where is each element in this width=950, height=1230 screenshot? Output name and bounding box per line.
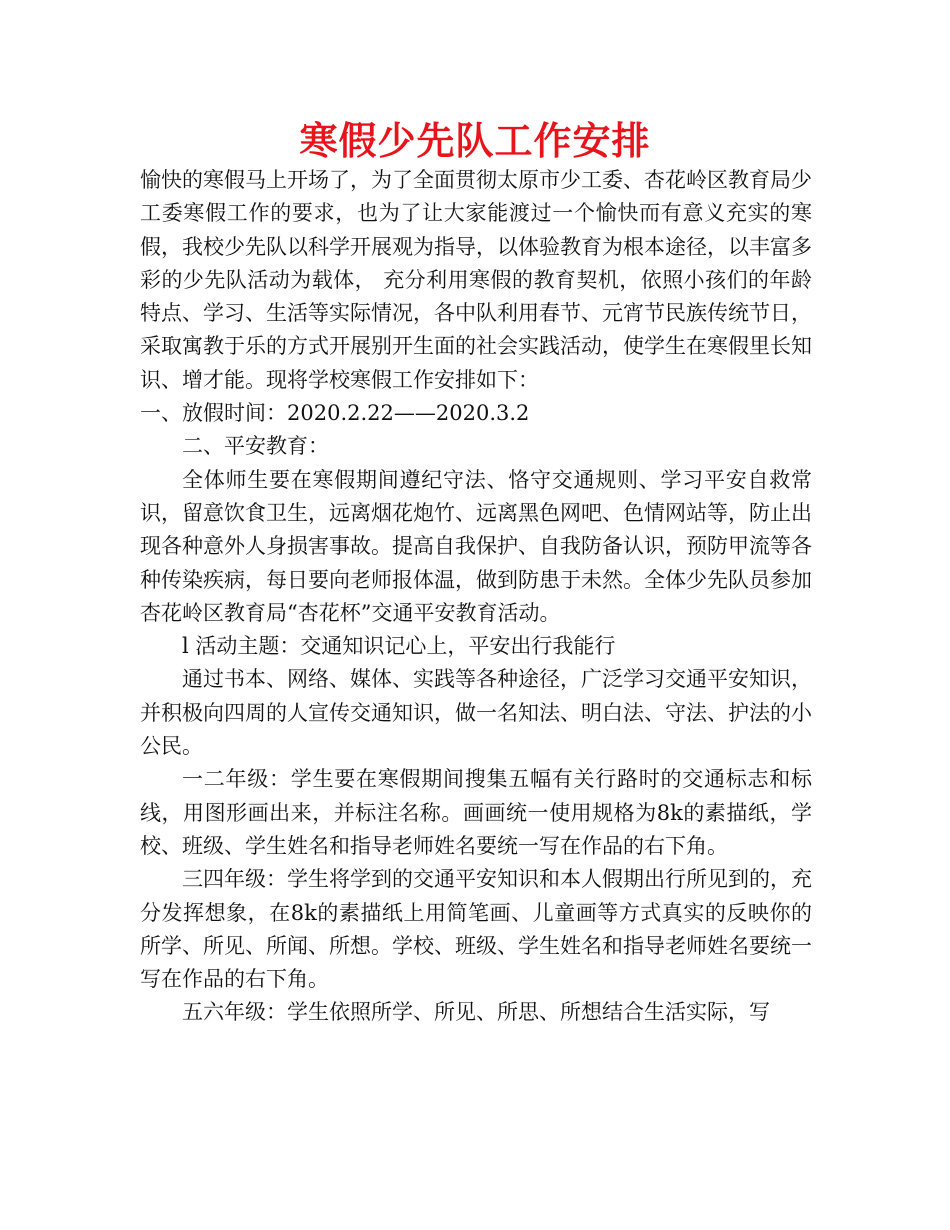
body-paragraph: 一、放假时间：2020.2.22——2020.3.2 [140,401,530,426]
body-paragraph: 通过书本、网络、媒体、实践等各种途径，广泛学习交通平安知识，并积极向四周的人宣传交通知识，做一名知法、明白法、守法、护法的小公民。 [140,667,812,759]
document-body [140,164,812,1030]
body-paragraph: 愉快的寒假马上开场了，为了全面贯彻太原市少工委、杏花岭区教育局少工委寒假工作的要求，也为了让大家能渡过一个愉快而有意义充实的寒假，我校少先队以科学开展观为指导，以体验教育为根本途径，以丰富多彩的少先队活动为载体， 充分利用寒假的教育契机，依照小孩们的年龄特点、学习、生活等实际情况，各中队利用春节、元宵节民族传统节日，采取寓教于乐的方式开展别开生面的社会实践活动，使学生在寒假里长知识、增才能。现将学校寒假工作安排如下： [140,168,812,392]
body-paragraph: 三四年级：学生将学到的交通平安知识和本人假期出行所见到的，充分发挥想象，在8k的素描纸上用简笔画、儿童画等方式真实的反映你的所学、所见、所闻、所想。学校、班级、学生姓名和指导老师姓名要统一写在作品的右下角。 [140,867,812,992]
body-paragraph: 全体师生要在寒假期间遵纪守法、恪守交通规则、学习平安自救常识，留意饮食卫生，远离烟花炮竹、远离黑色网吧、色情网站等，防止出现各种意外人身损害事故。提高自我保护、自我防备认识，预防甲流等各种传染疾病，每日要向老师报体温，做到防患于未然。全体少先队员参加杏花岭区教育局“杏花杯”交通平安教育活动。 [140,467,812,625]
body-paragraph: 二、平安教育： [182,434,329,459]
document-title: 寒假少先队工作安排 [299,119,651,163]
body-paragraph: 五六年级：学生依照所学、所见、所思、所想结合生活实际，写 [182,1000,770,1025]
body-paragraph: l 活动主题：交通知识记心上，平安出行我能行 [182,634,616,659]
body-paragraph: 一二年级：学生要在寒假期间搜集五幅有关行路时的交通标志和标线，用图形画出来，并标注名称。画画统一使用规格为8k的素描纸，学校、班级、学生姓名和指导老师姓名要统一写在作品的右下角。 [140,767,812,858]
